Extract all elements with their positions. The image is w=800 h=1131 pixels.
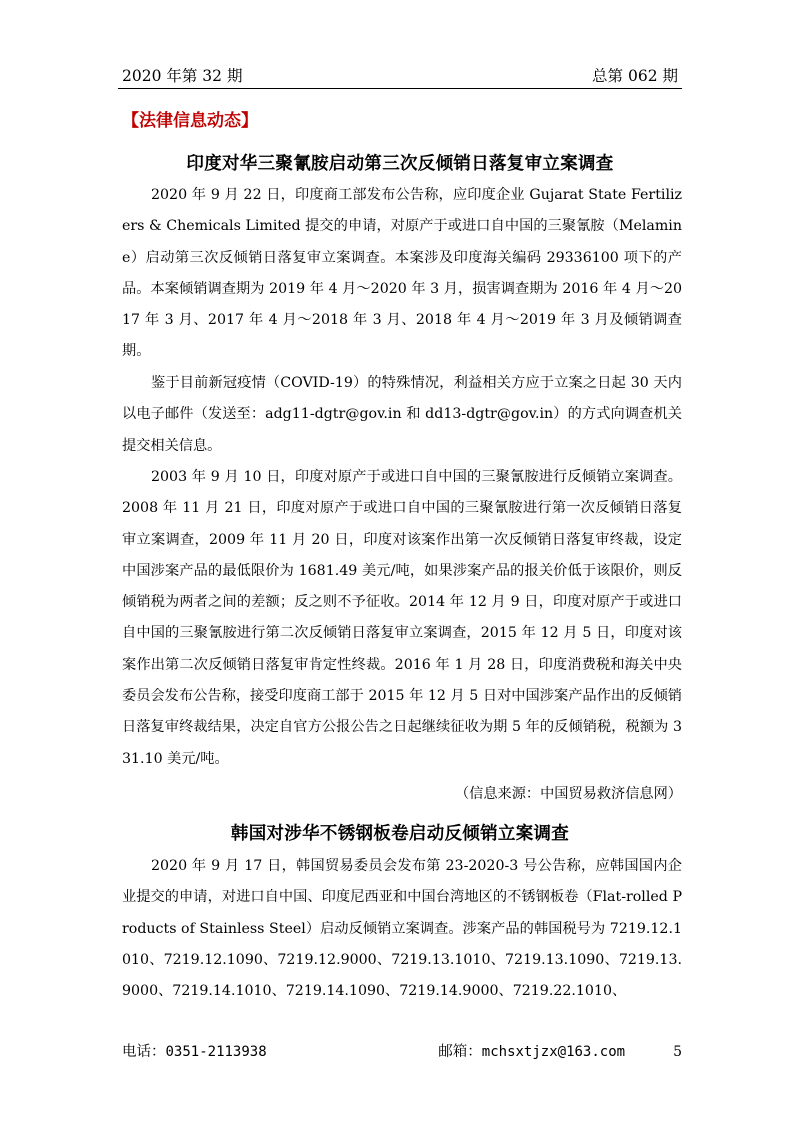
page-number: 5 [673,1044,682,1060]
article-paragraph: 2003 年 9 月 10 日，印度对原产于或进口自中国的三聚氰胺进行反倾销立案调查。2008 年 11 月 21 日，印度对原产于或进口自中国的三聚氰胺进行第一次反倾销日落复审立案调查，2009 年 11 月 20 日，印度对该案作出第一次反倾销日落复审终裁，设定中国涉案产品的最低限价为 1681.49 美元/吨，如果涉案产品的报关价低于该限价，则反倾销税为两者之间的差额；反之则不予征收。2014 年 12 月 9 日，印度对原产于或进口自中国的三聚氰胺进行第二次反倾销日落复审立案调查，2015 年 12 月 5 日，印度对该案作出第二次反倾销日落复审肯定性终裁。2016 年 1 月 28 日，印度消费税和海关中央委员会发布公告称，接受印度商工部于 2015 年 12 月 5 日对中国涉案产品作出的反倾销日落复审终裁结果，决定自官方公报公告之日起继续征收为期 5 年的反倾销税，税额为 331.10 美元/吨。 [122,469,682,767]
header-divider [118,88,682,89]
page-footer [122,1040,682,1061]
phone-number: 0351-2113938 [165,1044,267,1060]
phone-contact [122,1040,267,1061]
issue-number: 2020 年第 32 期 [122,67,243,85]
article-paragraph: 2020 年 9 月 22 日，印度商工部发布公告称，应印度企业 Gujarat State Fertilizers & Chemicals Limited 提交的申请，对原产于或进口自中国的三聚氰胺（Melamine）启动第三次反倾销日落复审立案调查。本案涉及印度海关编码 29336100 项下的产品。本案倾销调查期为 2019 年 4 月～2020 年 3 月，损害调查期为 2016 年 4 月～2017 年 3 月、2017 年 4 月～2018 年 3 月、2018 年 4 月～2019 年 3 月及倾销调查期。 [122,187,682,360]
email-contact [438,1040,625,1061]
phone-label: 电话： [122,1044,166,1060]
article-title: 印度对华三聚氰胺启动第三次反倾销日落复审立案调查 [186,154,614,174]
total-issue-number: 总第 062 期 [592,67,678,85]
section-label: 【法律信息动态】 [122,111,258,131]
article-paragraph: 鉴于目前新冠疫情（COVID-19）的特殊情况，利益相关方应于立案之日起 30 天内以电子邮件（发送至：adg11-dgtr@gov.in 和 dd13-dgtr@gov.in）的方式向调查机关提交相关信息。 [122,375,682,454]
article-title: 韩国对涉华不锈钢板卷启动反倾销立案调查 [230,824,570,844]
article-paragraph: 2020 年 9 月 17 日，韩国贸易委员会发布第 23-2020-3 号公告称，应韩国国内企业提交的申请，对进口自中国、印度尼西亚和中国台湾地区的不锈钢板卷（Flat-rolled Products of Stainless Steel）启动反倾销立案调查。涉案产品的韩国税号为 7219.12.1010、7219.12.1090、7219.12.9000、7219.13.1010、7219.13.1090、7219.13.9000、7219.14.1010、7219.14.1090、7219.14.9000、7219.22.1010、 [122,858,682,1000]
info-source: （信息来源：中国贸易救济信息网） [454,786,682,802]
email-label: 邮箱： [438,1044,482,1060]
email-address: mchsxtjzx@163.com [481,1044,626,1060]
page-header [122,62,678,86]
